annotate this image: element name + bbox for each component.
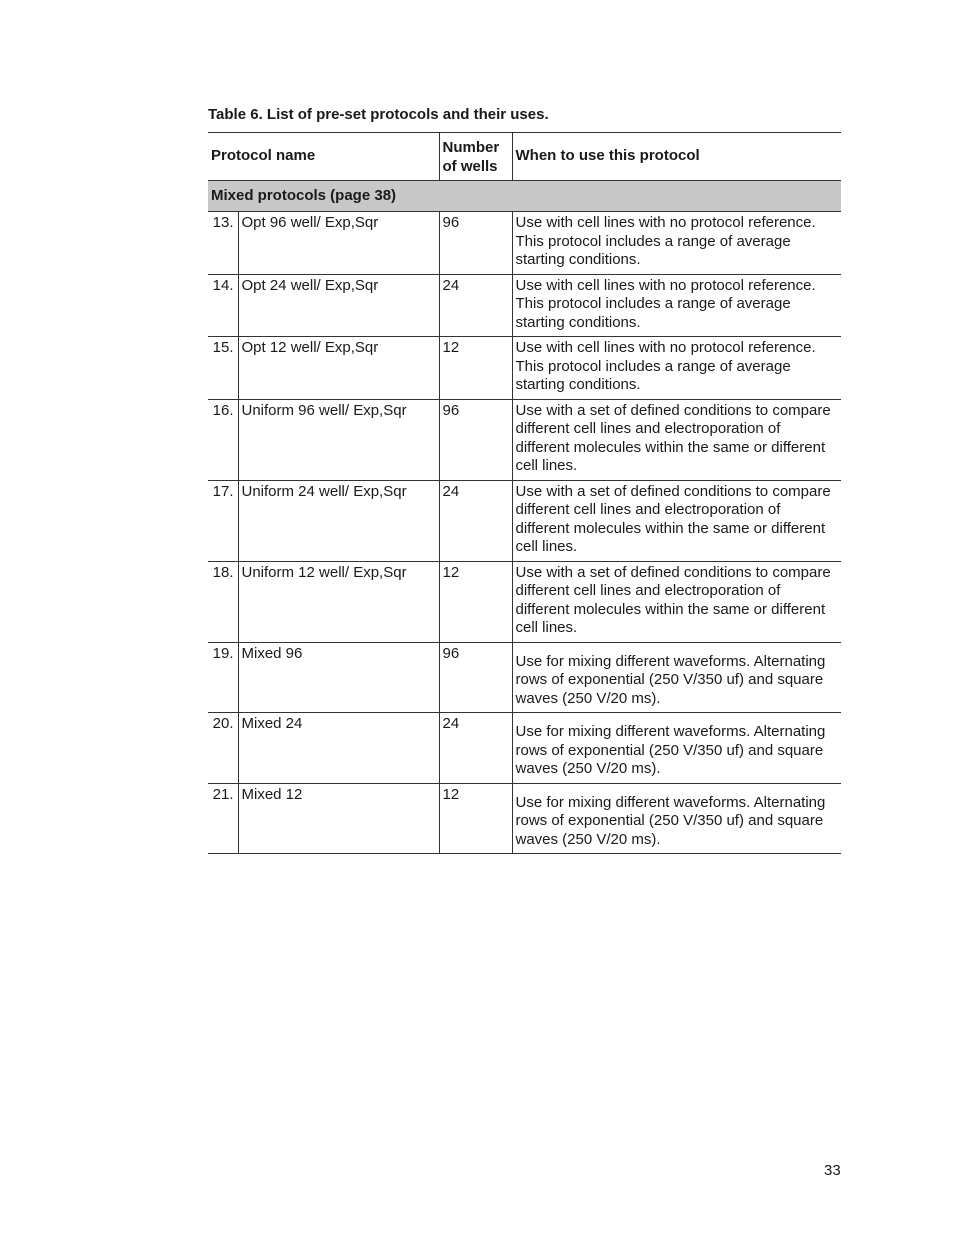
row-number: 17. — [208, 480, 238, 561]
table-row — [208, 337, 841, 400]
row-protocol-name: Opt 24 well/ Exp,Sqr — [238, 274, 439, 337]
row-use: Use with cell lines with no protocol reference. This protocol includes a range of average starting conditions. — [512, 212, 841, 275]
table-row — [208, 212, 841, 275]
table-header-row — [208, 133, 841, 181]
section-label: Mixed protocols (page 38) — [208, 181, 841, 212]
header-wells-line2: of wells — [442, 157, 498, 175]
row-use: Use with cell lines with no protocol reference. This protocol includes a range of average starting conditions. — [512, 337, 841, 400]
row-use: Use for mixing different waveforms. Alternating rows of exponential (250 V/350 uf) and square waves (250 V/20 ms). — [512, 783, 841, 854]
protocols-table — [208, 132, 841, 854]
row-protocol-name: Mixed 12 — [238, 783, 439, 854]
row-number: 16. — [208, 399, 238, 480]
row-wells: 12 — [439, 783, 512, 854]
row-use: Use with a set of defined conditions to compare different cell lines and electroporation of different molecules within the same or different cell lines. — [512, 480, 841, 561]
table-row — [208, 642, 841, 713]
header-when-to-use: When to use this protocol — [512, 133, 841, 181]
row-number: 20. — [208, 713, 238, 784]
header-protocol-name: Protocol name — [208, 133, 439, 181]
table-caption: Table 6. List of pre-set protocols and their uses. — [208, 106, 549, 123]
row-number: 13. — [208, 212, 238, 275]
row-number: 18. — [208, 561, 238, 642]
row-protocol-name: Uniform 24 well/ Exp,Sqr — [238, 480, 439, 561]
row-wells: 24 — [439, 480, 512, 561]
row-use: Use for mixing different waveforms. Alternating rows of exponential (250 V/350 uf) and square waves (250 V/20 ms). — [512, 713, 841, 784]
row-use: Use with a set of defined conditions to compare different cell lines and electroporation of different molecules within the same or different cell lines. — [512, 561, 841, 642]
row-wells: 24 — [439, 713, 512, 784]
row-wells: 96 — [439, 212, 512, 275]
row-number: 21. — [208, 783, 238, 854]
row-use: Use with cell lines with no protocol reference. This protocol includes a range of average starting conditions. — [512, 274, 841, 337]
table-row — [208, 561, 841, 642]
row-use: Use for mixing different waveforms. Alternating rows of exponential (250 V/350 uf) and square waves (250 V/20 ms). — [512, 642, 841, 713]
row-protocol-name: Opt 12 well/ Exp,Sqr — [238, 337, 439, 400]
row-number: 15. — [208, 337, 238, 400]
header-wells-line1: Number — [442, 138, 500, 156]
row-wells: 12 — [439, 337, 512, 400]
table-row — [208, 480, 841, 561]
table-row — [208, 783, 841, 854]
row-wells: 96 — [439, 399, 512, 480]
table-row — [208, 399, 841, 480]
header-number-of-wells — [439, 133, 512, 181]
row-protocol-name: Uniform 96 well/ Exp,Sqr — [238, 399, 439, 480]
row-protocol-name: Mixed 24 — [238, 713, 439, 784]
row-wells: 24 — [439, 274, 512, 337]
row-use: Use with a set of defined conditions to compare different cell lines and electroporation of different molecules within the same or different cell lines. — [512, 399, 841, 480]
section-row — [208, 181, 841, 212]
table-row — [208, 713, 841, 784]
row-protocol-name: Opt 96 well/ Exp,Sqr — [238, 212, 439, 275]
row-protocol-name: Uniform 12 well/ Exp,Sqr — [238, 561, 439, 642]
row-protocol-name: Mixed 96 — [238, 642, 439, 713]
row-number: 14. — [208, 274, 238, 337]
row-number: 19. — [208, 642, 238, 713]
row-wells: 96 — [439, 642, 512, 713]
page-number: 33 — [824, 1162, 841, 1179]
row-wells: 12 — [439, 561, 512, 642]
table-row — [208, 274, 841, 337]
